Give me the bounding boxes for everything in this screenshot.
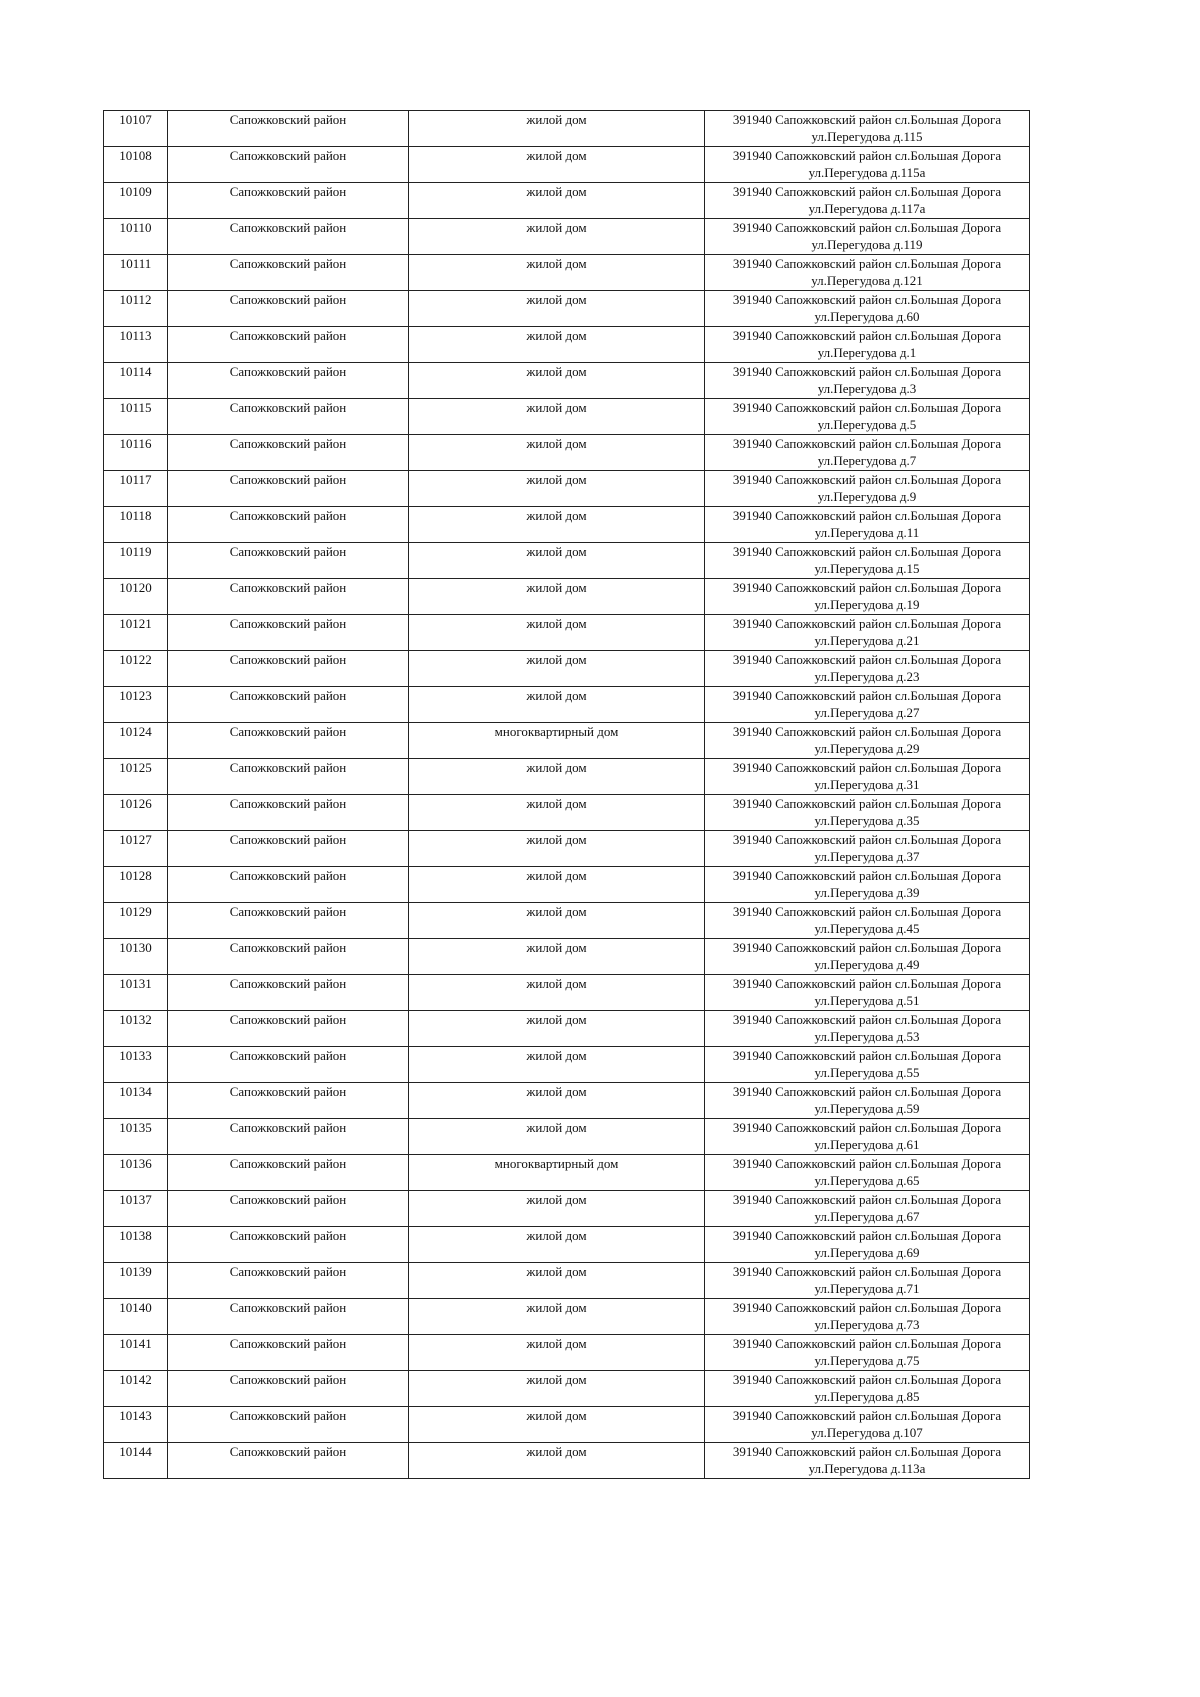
- row-object-type: жилой дом: [409, 687, 705, 723]
- row-address: [705, 1083, 1030, 1119]
- address-line-2: ул.Перегудова д.119: [811, 237, 923, 252]
- row-address: [705, 1119, 1030, 1155]
- row-object-type: жилой дом: [409, 759, 705, 795]
- table-row: [104, 615, 1030, 651]
- row-district: Сапожковский район: [168, 147, 409, 183]
- row-id: 10124: [104, 723, 168, 759]
- row-district: Сапожковский район: [168, 903, 409, 939]
- row-id: 10130: [104, 939, 168, 975]
- row-object-type: многоквартирный дом: [409, 723, 705, 759]
- table-row: [104, 1155, 1030, 1191]
- row-address: [705, 687, 1030, 723]
- row-address: [705, 1047, 1030, 1083]
- row-district: Сапожковский район: [168, 1443, 409, 1479]
- table-row: [104, 1371, 1030, 1407]
- address-line-1: 391940 Сапожковский район сл.Большая Дорога: [732, 940, 1002, 955]
- row-id: 10125: [104, 759, 168, 795]
- address-line-1: 391940 Сапожковский район сл.Большая Дорога: [732, 112, 1002, 127]
- row-object-type: жилой дом: [409, 1047, 705, 1083]
- row-object-type: жилой дом: [409, 1335, 705, 1371]
- row-address: [705, 867, 1030, 903]
- row-address: [705, 1155, 1030, 1191]
- table-row: [104, 975, 1030, 1011]
- address-line-1: 391940 Сапожковский район сл.Большая Дорога: [732, 724, 1002, 739]
- table-row: [104, 147, 1030, 183]
- row-object-type: жилой дом: [409, 867, 705, 903]
- row-district: Сапожковский район: [168, 723, 409, 759]
- row-object-type: жилой дом: [409, 183, 705, 219]
- address-line-2: ул.Перегудова д.117а: [808, 201, 926, 216]
- row-id: 10119: [104, 543, 168, 579]
- row-address: [705, 255, 1030, 291]
- row-object-type: жилой дом: [409, 1191, 705, 1227]
- table-row: [104, 1227, 1030, 1263]
- address-line-2: ул.Перегудова д.11: [814, 525, 920, 540]
- address-line-1: 391940 Сапожковский район сл.Большая Дорога: [732, 400, 1002, 415]
- address-line-2: ул.Перегудова д.113а: [808, 1461, 926, 1476]
- row-id: 10132: [104, 1011, 168, 1047]
- row-address: [705, 651, 1030, 687]
- address-line-2: ул.Перегудова д.27: [814, 705, 920, 720]
- address-line-1: 391940 Сапожковский район сл.Большая Дорога: [732, 184, 1002, 199]
- row-object-type: жилой дом: [409, 543, 705, 579]
- row-address: [705, 1299, 1030, 1335]
- row-id: 10112: [104, 291, 168, 327]
- address-line-1: 391940 Сапожковский район сл.Большая Дорога: [732, 1012, 1002, 1027]
- address-line-2: ул.Перегудова д.69: [814, 1245, 920, 1260]
- table-row: [104, 435, 1030, 471]
- registry-table: [103, 110, 1030, 1479]
- row-address: [705, 183, 1030, 219]
- row-id: 10121: [104, 615, 168, 651]
- row-object-type: жилой дом: [409, 1119, 705, 1155]
- row-id: 10107: [104, 111, 168, 147]
- address-line-1: 391940 Сапожковский район сл.Большая Дорога: [732, 760, 1002, 775]
- row-id: 10137: [104, 1191, 168, 1227]
- row-object-type: жилой дом: [409, 1299, 705, 1335]
- row-id: 10111: [104, 255, 168, 291]
- table-row: [104, 1407, 1030, 1443]
- row-id: 10131: [104, 975, 168, 1011]
- address-line-2: ул.Перегудова д.59: [814, 1101, 920, 1116]
- row-address: [705, 903, 1030, 939]
- table-row: [104, 507, 1030, 543]
- row-district: Сапожковский район: [168, 471, 409, 507]
- row-id: 10115: [104, 399, 168, 435]
- address-line-1: 391940 Сапожковский район сл.Большая Дорога: [732, 472, 1002, 487]
- address-line-1: 391940 Сапожковский район сл.Большая Дорога: [732, 904, 1002, 919]
- row-address: [705, 1335, 1030, 1371]
- row-object-type: жилой дом: [409, 1443, 705, 1479]
- row-address: [705, 831, 1030, 867]
- address-line-1: 391940 Сапожковский район сл.Большая Дорога: [732, 976, 1002, 991]
- address-line-1: 391940 Сапожковский район сл.Большая Дорога: [732, 616, 1002, 631]
- row-district: Сапожковский район: [168, 831, 409, 867]
- row-id: 10140: [104, 1299, 168, 1335]
- address-line-2: ул.Перегудова д.7: [817, 453, 917, 468]
- row-district: Сапожковский район: [168, 975, 409, 1011]
- row-address: [705, 1263, 1030, 1299]
- row-id: 10128: [104, 867, 168, 903]
- row-object-type: жилой дом: [409, 1263, 705, 1299]
- row-object-type: жилой дом: [409, 579, 705, 615]
- row-district: Сапожковский район: [168, 615, 409, 651]
- row-id: 10120: [104, 579, 168, 615]
- address-line-1: 391940 Сапожковский район сл.Большая Дорога: [732, 652, 1002, 667]
- row-district: Сапожковский район: [168, 1407, 409, 1443]
- address-line-1: 391940 Сапожковский район сл.Большая Дорога: [732, 1336, 1002, 1351]
- table-row: [104, 183, 1030, 219]
- row-address: [705, 1191, 1030, 1227]
- row-id: 10110: [104, 219, 168, 255]
- table-row: [104, 363, 1030, 399]
- row-district: Сапожковский район: [168, 255, 409, 291]
- table-row: [104, 939, 1030, 975]
- row-district: Сапожковский район: [168, 939, 409, 975]
- row-district: Сапожковский район: [168, 1263, 409, 1299]
- table-row: [104, 255, 1030, 291]
- address-line-2: ул.Перегудова д.53: [814, 1029, 920, 1044]
- address-line-2: ул.Перегудова д.35: [814, 813, 920, 828]
- address-line-2: ул.Перегудова д.65: [814, 1173, 920, 1188]
- row-object-type: жилой дом: [409, 903, 705, 939]
- row-object-type: жилой дом: [409, 219, 705, 255]
- row-address: [705, 399, 1030, 435]
- row-address: [705, 1407, 1030, 1443]
- row-address: [705, 219, 1030, 255]
- address-line-2: ул.Перегудова д.19: [814, 597, 920, 612]
- row-district: Сапожковский район: [168, 1191, 409, 1227]
- row-object-type: жилой дом: [409, 255, 705, 291]
- table-row: [104, 1119, 1030, 1155]
- row-id: 10144: [104, 1443, 168, 1479]
- address-line-2: ул.Перегудова д.55: [814, 1065, 920, 1080]
- address-line-1: 391940 Сапожковский район сл.Большая Дорога: [732, 1372, 1002, 1387]
- address-line-2: ул.Перегудова д.115: [811, 129, 923, 144]
- row-id: 10143: [104, 1407, 168, 1443]
- row-address: [705, 759, 1030, 795]
- address-line-2: ул.Перегудова д.51: [814, 993, 920, 1008]
- row-district: Сапожковский район: [168, 651, 409, 687]
- row-address: [705, 723, 1030, 759]
- address-line-1: 391940 Сапожковский район сл.Большая Дорога: [732, 544, 1002, 559]
- row-id: 10141: [104, 1335, 168, 1371]
- table-row: [104, 831, 1030, 867]
- row-id: 10126: [104, 795, 168, 831]
- row-id: 10123: [104, 687, 168, 723]
- row-address: [705, 1011, 1030, 1047]
- table-row: [104, 579, 1030, 615]
- row-address: [705, 471, 1030, 507]
- row-object-type: жилой дом: [409, 975, 705, 1011]
- row-district: Сапожковский район: [168, 327, 409, 363]
- row-object-type: жилой дом: [409, 795, 705, 831]
- row-object-type: жилой дом: [409, 111, 705, 147]
- row-district: Сапожковский район: [168, 435, 409, 471]
- row-district: Сапожковский район: [168, 363, 409, 399]
- row-district: Сапожковский район: [168, 1335, 409, 1371]
- row-district: Сапожковский район: [168, 111, 409, 147]
- address-line-2: ул.Перегудова д.67: [814, 1209, 920, 1224]
- row-district: Сапожковский район: [168, 579, 409, 615]
- row-address: [705, 111, 1030, 147]
- address-line-2: ул.Перегудова д.71: [814, 1281, 920, 1296]
- table-row: [104, 399, 1030, 435]
- address-line-2: ул.Перегудова д.3: [817, 381, 917, 396]
- row-id: 10142: [104, 1371, 168, 1407]
- address-line-1: 391940 Сапожковский район сл.Большая Дорога: [732, 1192, 1002, 1207]
- row-id: 10118: [104, 507, 168, 543]
- address-line-1: 391940 Сапожковский район сл.Большая Дорога: [732, 148, 1002, 163]
- row-object-type: жилой дом: [409, 651, 705, 687]
- row-id: 10117: [104, 471, 168, 507]
- row-id: 10139: [104, 1263, 168, 1299]
- row-object-type: жилой дом: [409, 507, 705, 543]
- address-line-1: 391940 Сапожковский район сл.Большая Дорога: [732, 364, 1002, 379]
- row-object-type: жилой дом: [409, 327, 705, 363]
- row-district: Сапожковский район: [168, 1155, 409, 1191]
- table-row: [104, 1191, 1030, 1227]
- address-line-1: 391940 Сапожковский район сл.Большая Дорога: [732, 1048, 1002, 1063]
- row-district: Сапожковский район: [168, 291, 409, 327]
- address-line-1: 391940 Сапожковский район сл.Большая Дорога: [732, 580, 1002, 595]
- row-address: [705, 543, 1030, 579]
- row-district: Сапожковский район: [168, 219, 409, 255]
- row-id: 10114: [104, 363, 168, 399]
- row-object-type: жилой дом: [409, 1227, 705, 1263]
- table-row: [104, 291, 1030, 327]
- row-district: Сапожковский район: [168, 759, 409, 795]
- address-line-2: ул.Перегудова д.23: [814, 669, 920, 684]
- row-id: 10116: [104, 435, 168, 471]
- row-district: Сапожковский район: [168, 399, 409, 435]
- address-line-2: ул.Перегудова д.1: [817, 345, 917, 360]
- row-district: Сапожковский район: [168, 507, 409, 543]
- registry-table-body: [104, 111, 1030, 1479]
- address-line-1: 391940 Сапожковский район сл.Большая Дорога: [732, 220, 1002, 235]
- address-line-2: ул.Перегудова д.60: [814, 309, 920, 324]
- table-row: [104, 1047, 1030, 1083]
- address-line-1: 391940 Сапожковский район сл.Большая Дорога: [732, 1300, 1002, 1315]
- row-address: [705, 507, 1030, 543]
- table-row: [104, 327, 1030, 363]
- row-id: 10127: [104, 831, 168, 867]
- address-line-2: ул.Перегудова д.39: [814, 885, 920, 900]
- row-address: [705, 975, 1030, 1011]
- address-line-1: 391940 Сапожковский район сл.Большая Дорога: [732, 292, 1002, 307]
- address-line-1: 391940 Сапожковский район сл.Большая Дорога: [732, 868, 1002, 883]
- table-row: [104, 1263, 1030, 1299]
- row-id: 10113: [104, 327, 168, 363]
- address-line-1: 391940 Сапожковский район сл.Большая Дорога: [732, 1156, 1002, 1171]
- row-address: [705, 147, 1030, 183]
- address-line-1: 391940 Сапожковский район сл.Большая Дорога: [732, 1120, 1002, 1135]
- row-address: [705, 1443, 1030, 1479]
- table-row: [104, 1011, 1030, 1047]
- address-line-2: ул.Перегудова д.37: [814, 849, 920, 864]
- row-object-type: многоквартирный дом: [409, 1155, 705, 1191]
- row-object-type: жилой дом: [409, 1011, 705, 1047]
- row-object-type: жилой дом: [409, 147, 705, 183]
- row-id: 10109: [104, 183, 168, 219]
- address-line-2: ул.Перегудова д.45: [814, 921, 920, 936]
- row-district: Сапожковский район: [168, 1083, 409, 1119]
- row-address: [705, 579, 1030, 615]
- address-line-1: 391940 Сапожковский район сл.Большая Дорога: [732, 1264, 1002, 1279]
- row-id: 10134: [104, 1083, 168, 1119]
- row-address: [705, 615, 1030, 651]
- row-address: [705, 435, 1030, 471]
- row-address: [705, 1227, 1030, 1263]
- address-line-1: 391940 Сапожковский район сл.Большая Дорога: [732, 328, 1002, 343]
- table-row: [104, 471, 1030, 507]
- row-district: Сапожковский район: [168, 1047, 409, 1083]
- address-line-2: ул.Перегудова д.49: [814, 957, 920, 972]
- table-row: [104, 1083, 1030, 1119]
- address-line-1: 391940 Сапожковский район сл.Большая Дорога: [732, 1228, 1002, 1243]
- row-district: Сапожковский район: [168, 795, 409, 831]
- row-district: Сапожковский район: [168, 1299, 409, 1335]
- address-line-1: 391940 Сапожковский район сл.Большая Дорога: [732, 832, 1002, 847]
- address-line-2: ул.Перегудова д.121: [811, 273, 923, 288]
- address-line-1: 391940 Сапожковский район сл.Большая Дорога: [732, 256, 1002, 271]
- row-address: [705, 795, 1030, 831]
- row-address: [705, 327, 1030, 363]
- row-object-type: жилой дом: [409, 363, 705, 399]
- row-district: Сапожковский район: [168, 1011, 409, 1047]
- row-address: [705, 939, 1030, 975]
- row-object-type: жилой дом: [409, 615, 705, 651]
- row-object-type: жилой дом: [409, 1371, 705, 1407]
- table-row: [104, 111, 1030, 147]
- row-object-type: жилой дом: [409, 435, 705, 471]
- table-row: [104, 759, 1030, 795]
- address-line-2: ул.Перегудова д.29: [814, 741, 920, 756]
- table-row: [104, 687, 1030, 723]
- address-line-2: ул.Перегудова д.5: [817, 417, 917, 432]
- row-id: 10136: [104, 1155, 168, 1191]
- address-line-1: 391940 Сапожковский район сл.Большая Дорога: [732, 688, 1002, 703]
- row-object-type: жилой дом: [409, 471, 705, 507]
- table-row: [104, 1299, 1030, 1335]
- address-line-2: ул.Перегудова д.85: [814, 1389, 920, 1404]
- row-id: 10122: [104, 651, 168, 687]
- address-line-2: ул.Перегудова д.21: [814, 633, 920, 648]
- address-line-2: ул.Перегудова д.15: [814, 561, 920, 576]
- row-id: 10138: [104, 1227, 168, 1263]
- row-object-type: жилой дом: [409, 291, 705, 327]
- row-object-type: жилой дом: [409, 939, 705, 975]
- row-id: 10129: [104, 903, 168, 939]
- row-object-type: жилой дом: [409, 1407, 705, 1443]
- address-line-2: ул.Перегудова д.9: [817, 489, 917, 504]
- row-district: Сапожковский район: [168, 1371, 409, 1407]
- row-address: [705, 363, 1030, 399]
- table-row: [104, 543, 1030, 579]
- address-line-2: ул.Перегудова д.107: [811, 1425, 923, 1440]
- row-id: 10135: [104, 1119, 168, 1155]
- address-line-1: 391940 Сапожковский район сл.Большая Дорога: [732, 1408, 1002, 1423]
- table-row: [104, 867, 1030, 903]
- row-district: Сапожковский район: [168, 687, 409, 723]
- address-line-1: 391940 Сапожковский район сл.Большая Дорога: [732, 436, 1002, 451]
- row-district: Сапожковский район: [168, 183, 409, 219]
- table-row: [104, 219, 1030, 255]
- row-district: Сапожковский район: [168, 543, 409, 579]
- address-line-2: ул.Перегудова д.75: [814, 1353, 920, 1368]
- row-address: [705, 291, 1030, 327]
- table-row: [104, 903, 1030, 939]
- address-line-2: ул.Перегудова д.61: [814, 1137, 920, 1152]
- address-line-1: 391940 Сапожковский район сл.Большая Дорога: [732, 1084, 1002, 1099]
- address-line-1: 391940 Сапожковский район сл.Большая Дорога: [732, 508, 1002, 523]
- table-row: [104, 651, 1030, 687]
- row-object-type: жилой дом: [409, 1083, 705, 1119]
- row-address: [705, 1371, 1030, 1407]
- row-district: Сапожковский район: [168, 1119, 409, 1155]
- table-row: [104, 1335, 1030, 1371]
- address-line-1: 391940 Сапожковский район сл.Большая Дорога: [732, 1444, 1002, 1459]
- address-line-2: ул.Перегудова д.115а: [808, 165, 926, 180]
- row-object-type: жилой дом: [409, 399, 705, 435]
- address-line-1: 391940 Сапожковский район сл.Большая Дорога: [732, 796, 1002, 811]
- table-row: [104, 795, 1030, 831]
- row-id: 10133: [104, 1047, 168, 1083]
- address-line-2: ул.Перегудова д.31: [814, 777, 920, 792]
- row-district: Сапожковский район: [168, 867, 409, 903]
- row-district: Сапожковский район: [168, 1227, 409, 1263]
- address-line-2: ул.Перегудова д.73: [814, 1317, 920, 1332]
- row-id: 10108: [104, 147, 168, 183]
- table-row: [104, 723, 1030, 759]
- row-object-type: жилой дом: [409, 831, 705, 867]
- table-row: [104, 1443, 1030, 1479]
